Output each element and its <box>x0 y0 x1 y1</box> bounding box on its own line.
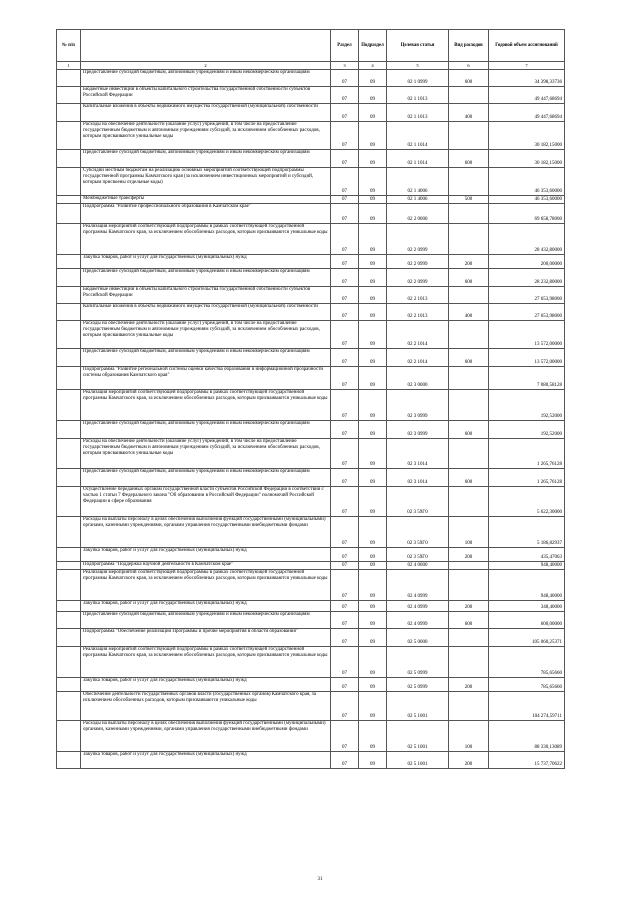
cell-num <box>57 122 81 150</box>
cell-podrazdel: 09 <box>359 570 387 601</box>
cell-expense-type <box>449 204 489 224</box>
cell-podrazdel: 09 <box>359 321 387 349</box>
cell-amount: 192,52000 <box>489 390 565 421</box>
cell-expense-type: 100 <box>449 721 489 752</box>
table-row <box>57 517 565 548</box>
column-number: 4 <box>359 62 387 70</box>
table-row <box>57 321 565 349</box>
header-amount: Годовой объем ассигнований <box>489 30 565 62</box>
table-row <box>57 349 565 367</box>
cell-num <box>57 255 81 269</box>
cell-name: Расходы на обеспечение деятельности (оказание услуг) учреждений, в том числе на предоставление государственным бюджетным и автономным учреждениям субсидий, за исключением обособленных расходов, которым присваиваются уникальные коды <box>81 122 331 150</box>
cell-amount: 28 232,80000 <box>489 269 565 287</box>
cell-expense-type <box>449 647 489 678</box>
cell-name: Расходы на выплаты персоналу в целях обеспечения выполнения функций государственными (муниципальными) органами, казенными учреждениями, органами управления государственными внебюджетными фондами <box>81 721 331 752</box>
cell-name: Субсидии местным бюджетам на реализацию основных мероприятий соответствующей подпрограммы государственной программы Камчатского края (за исключением инвестиционных мероприятий и субсидий, которым присвоены отдельные коды) <box>81 168 331 196</box>
cell-amount: 105 060,25371 <box>489 629 565 647</box>
cell-num <box>57 321 81 349</box>
cell-expense-type <box>449 321 489 349</box>
budget-table <box>56 29 565 769</box>
cell-target: 02 1 1014 <box>387 122 449 150</box>
cell-amount: 7 080,58128 <box>489 367 565 390</box>
cell-razdel: 07 <box>331 562 359 570</box>
cell-num <box>57 70 81 87</box>
cell-amount: 200,00000 <box>489 255 565 269</box>
cell-amount: 46 353,60000 <box>489 168 565 196</box>
cell-name: Подпрограмма "Обеспечение реализации Программы и прочие мероприятия в области образования" <box>81 629 331 647</box>
cell-target: 02 1 0999 <box>387 70 449 87</box>
cell-name: Бюджетные инвестиции в объекты капитального строительства государственной собственности субъектов Российской Федерации <box>81 87 331 104</box>
cell-expense-type: 200 <box>449 255 489 269</box>
cell-target: 02 5 1001 <box>387 752 449 769</box>
column-number: 3 <box>331 62 359 70</box>
column-number: 1 <box>57 62 81 70</box>
cell-num <box>57 517 81 548</box>
cell-razdel: 07 <box>331 367 359 390</box>
table-row <box>57 269 565 287</box>
cell-target: 02 3 0999 <box>387 421 449 439</box>
cell-name: Предоставление субсидий бюджетным, автономным учреждениям и иным некоммерческим организациям <box>81 421 331 439</box>
cell-name: Расходы на выплаты персоналу в целях обеспечения выполнения функций государственными (муниципальными) органами, казенными учреждениями, органами управления государственными внебюджетными фондами <box>81 517 331 548</box>
cell-target: 02 4 0999 <box>387 601 449 612</box>
cell-expense-type: 600 <box>449 612 489 629</box>
cell-target: 02 1 1013 <box>387 104 449 122</box>
cell-num <box>57 721 81 752</box>
cell-expense-type <box>449 224 489 255</box>
table-header <box>57 30 565 70</box>
cell-razdel: 07 <box>331 678 359 692</box>
cell-razdel: 07 <box>331 692 359 721</box>
table-row <box>57 70 565 87</box>
column-number-row <box>57 62 565 70</box>
cell-podrazdel: 09 <box>359 721 387 752</box>
cell-podrazdel: 09 <box>359 517 387 548</box>
cell-razdel: 07 <box>331 390 359 421</box>
cell-num <box>57 349 81 367</box>
cell-num <box>57 168 81 196</box>
cell-amount: 49 447,68694 <box>489 87 565 104</box>
cell-podrazdel: 09 <box>359 287 387 304</box>
header-razdel: Раздел <box>331 30 359 62</box>
cell-expense-type: 600 <box>449 150 489 168</box>
table-row <box>57 224 565 255</box>
cell-podrazdel: 09 <box>359 487 387 517</box>
cell-num <box>57 304 81 321</box>
table-row <box>57 548 565 562</box>
cell-podrazdel: 09 <box>359 469 387 487</box>
cell-name: Межбюджетные трансферты <box>81 196 331 204</box>
cell-name: Предоставление субсидий бюджетным, автономным учреждениям и иным некоммерческим организациям <box>81 269 331 287</box>
cell-podrazdel: 09 <box>359 349 387 367</box>
cell-target: 02 5 0999 <box>387 647 449 678</box>
table-row <box>57 487 565 517</box>
cell-target: 02 3 0999 <box>387 390 449 421</box>
cell-target: 02 3 1014 <box>387 469 449 487</box>
cell-name: Расходы на обеспечение деятельности (оказание услуг) учреждений, в том числе на предоставление государственным бюджетным и автономным учреждениям субсидий, за исключением обособленных расходов, которым присваиваются уникальные коды <box>81 321 331 349</box>
table-row <box>57 421 565 439</box>
cell-amount: 28 432,80000 <box>489 224 565 255</box>
cell-razdel: 07 <box>331 439 359 469</box>
cell-razdel: 07 <box>331 469 359 487</box>
cell-amount: 46 353,60000 <box>489 196 565 204</box>
cell-podrazdel: 09 <box>359 269 387 287</box>
cell-target: 02 4 0999 <box>387 612 449 629</box>
cell-podrazdel: 09 <box>359 255 387 269</box>
cell-name: Капитальные вложения в объекты недвижимого имущества государственной (муниципальной) собственности <box>81 104 331 122</box>
cell-podrazdel: 09 <box>359 168 387 196</box>
cell-name: Подпрограмма "Поддержка научной деятельности в Камчатском крае" <box>81 562 331 570</box>
cell-razdel: 07 <box>331 287 359 304</box>
cell-target: 02 2 0999 <box>387 255 449 269</box>
cell-podrazdel: 09 <box>359 204 387 224</box>
cell-expense-type: 100 <box>449 517 489 548</box>
cell-podrazdel: 09 <box>359 122 387 150</box>
cell-podrazdel: 09 <box>359 304 387 321</box>
cell-podrazdel: 09 <box>359 678 387 692</box>
cell-expense-type: 600 <box>449 70 489 87</box>
cell-podrazdel: 09 <box>359 104 387 122</box>
cell-target: 02 2 0000 <box>387 204 449 224</box>
cell-num <box>57 150 81 168</box>
cell-podrazdel: 09 <box>359 439 387 469</box>
table-row <box>57 601 565 612</box>
table-row <box>57 390 565 421</box>
header-target: Целевая статья <box>387 30 449 62</box>
cell-amount: 1 265,76128 <box>489 439 565 469</box>
cell-target: 02 1 4006 <box>387 196 449 204</box>
cell-expense-type: 600 <box>449 349 489 367</box>
cell-name: Закупка товаров, работ и услуг для государственных (муниципальных) нужд <box>81 548 331 562</box>
cell-razdel: 07 <box>331 224 359 255</box>
cell-num <box>57 692 81 721</box>
table-row <box>57 150 565 168</box>
cell-razdel: 07 <box>331 517 359 548</box>
header-row <box>57 30 565 62</box>
cell-podrazdel: 09 <box>359 562 387 570</box>
cell-podrazdel: 09 <box>359 692 387 721</box>
cell-expense-type <box>449 487 489 517</box>
cell-podrazdel: 09 <box>359 629 387 647</box>
cell-amount: 5 622,30000 <box>489 487 565 517</box>
cell-target: 02 4 0000 <box>387 562 449 570</box>
cell-target: 02 1 4006 <box>387 168 449 196</box>
cell-podrazdel: 09 <box>359 196 387 204</box>
cell-name: Капитальные вложения в объекты недвижимого имущества государственной (муниципальной) собственности <box>81 304 331 321</box>
cell-podrazdel: 09 <box>359 390 387 421</box>
cell-amount: 34 398,33736 <box>489 70 565 87</box>
cell-amount: 69 658,78000 <box>489 204 565 224</box>
cell-amount: 192,52000 <box>489 421 565 439</box>
cell-num <box>57 570 81 601</box>
cell-razdel: 07 <box>331 349 359 367</box>
cell-razdel: 07 <box>331 104 359 122</box>
cell-podrazdel: 09 <box>359 612 387 629</box>
cell-razdel: 07 <box>331 150 359 168</box>
column-number: 2 <box>81 62 331 70</box>
cell-num <box>57 562 81 570</box>
cell-podrazdel: 09 <box>359 87 387 104</box>
cell-name: Закупка товаров, работ и услуг для государственных (муниципальных) нужд <box>81 601 331 612</box>
header-expense-type: Вид расходов <box>449 30 489 62</box>
cell-razdel: 07 <box>331 721 359 752</box>
cell-num <box>57 647 81 678</box>
cell-amount: 948,40000 <box>489 562 565 570</box>
cell-name: Расходы на обеспечение деятельности (оказание услуг) учреждений, в том числе на предоставление государственным бюджетным и автономным учреждениям субсидий, за исключением обособленных расходов, которым присваиваются уникальные коды <box>81 439 331 469</box>
cell-name: Предоставление субсидий бюджетным, автономным учреждениям и иным некоммерческим организациям <box>81 349 331 367</box>
cell-target: 02 3 59Г0 <box>387 517 449 548</box>
cell-expense-type: 400 <box>449 104 489 122</box>
cell-target: 02 2 1013 <box>387 287 449 304</box>
cell-num <box>57 367 81 390</box>
cell-amount: 1 265,76128 <box>489 469 565 487</box>
cell-target: 02 2 1014 <box>387 321 449 349</box>
cell-amount: 49 447,68694 <box>489 104 565 122</box>
cell-amount: 15 737,70622 <box>489 752 565 769</box>
cell-expense-type <box>449 390 489 421</box>
cell-expense-type <box>449 367 489 390</box>
cell-expense-type: 600 <box>449 421 489 439</box>
cell-num <box>57 629 81 647</box>
cell-num <box>57 224 81 255</box>
cell-target: 02 5 1001 <box>387 692 449 721</box>
cell-amount: 13 572,00000 <box>489 321 565 349</box>
table-row <box>57 439 565 469</box>
cell-name: Предоставление субсидий бюджетным, автономным учреждениям и иным некоммерческим организациям <box>81 150 331 168</box>
header-podrazdel: Подраздел <box>359 30 387 62</box>
table-row <box>57 196 565 204</box>
cell-num <box>57 287 81 304</box>
cell-name: Закупка товаров, работ и услуг для государственных (муниципальных) нужд <box>81 255 331 269</box>
cell-target: 02 1 1013 <box>387 87 449 104</box>
cell-name: Осуществление переданных органам государственной власти субъектов Российской Федерации в соответствии с частью 1 статьи 7 Федерального закона "Об образовании в Российской Федерации" полномочий Российской Федерации в сфере образования <box>81 487 331 517</box>
cell-podrazdel: 09 <box>359 601 387 612</box>
cell-expense-type <box>449 562 489 570</box>
table-row <box>57 204 565 224</box>
cell-num <box>57 87 81 104</box>
column-number: 6 <box>449 62 489 70</box>
cell-target: 02 2 0999 <box>387 269 449 287</box>
cell-expense-type <box>449 122 489 150</box>
cell-target: 02 5 0999 <box>387 678 449 692</box>
cell-amount: 13 572,00000 <box>489 349 565 367</box>
cell-expense-type <box>449 629 489 647</box>
cell-razdel: 07 <box>331 196 359 204</box>
cell-target: 02 3 59Г0 <box>387 548 449 562</box>
cell-razdel: 07 <box>331 612 359 629</box>
cell-name: Предоставление субсидий бюджетным, автономным учреждениям и иным некоммерческим организациям <box>81 469 331 487</box>
cell-num <box>57 421 81 439</box>
cell-razdel: 07 <box>331 321 359 349</box>
cell-target: 02 3 59Г0 <box>387 487 449 517</box>
table-row <box>57 304 565 321</box>
cell-name: Подпрограмма "Развитие региональной системы оценки качества образования и информационной прозрачности системы образования Камчатского края" <box>81 367 331 390</box>
cell-razdel: 07 <box>331 421 359 439</box>
cell-razdel: 07 <box>331 601 359 612</box>
cell-amount: 348,40000 <box>489 601 565 612</box>
cell-num <box>57 678 81 692</box>
cell-amount: 104 274,59711 <box>489 692 565 721</box>
table-row <box>57 287 565 304</box>
cell-podrazdel: 09 <box>359 421 387 439</box>
cell-expense-type <box>449 692 489 721</box>
cell-expense-type: 500 <box>449 196 489 204</box>
cell-num <box>57 487 81 517</box>
header-name <box>81 30 331 62</box>
cell-razdel: 07 <box>331 255 359 269</box>
table-row <box>57 752 565 769</box>
cell-num <box>57 469 81 487</box>
cell-target: 02 5 0000 <box>387 629 449 647</box>
cell-razdel: 07 <box>331 70 359 87</box>
cell-razdel: 07 <box>331 487 359 517</box>
cell-expense-type <box>449 287 489 304</box>
cell-target: 02 3 0000 <box>387 367 449 390</box>
cell-num <box>57 439 81 469</box>
cell-amount: 27 653,98000 <box>489 304 565 321</box>
cell-target: 02 2 0999 <box>387 224 449 255</box>
table-row <box>57 647 565 678</box>
cell-razdel: 07 <box>331 87 359 104</box>
table-row <box>57 104 565 122</box>
cell-name: Закупка товаров, работ и услуг для государственных (муниципальных) нужд <box>81 678 331 692</box>
cell-podrazdel: 09 <box>359 224 387 255</box>
cell-target: 02 2 1014 <box>387 349 449 367</box>
cell-expense-type <box>449 87 489 104</box>
cell-amount: 948,40000 <box>489 570 565 601</box>
cell-num <box>57 612 81 629</box>
cell-target: 02 3 1014 <box>387 439 449 469</box>
cell-name: Реализация мероприятий соответствующей подпрограммы в рамках соответствующей государственной программы Камчатского края, за исключением обособленных расходов, которым присваиваются уникальные коды <box>81 647 331 678</box>
cell-name: Реализация мероприятий соответствующей подпрограммы в рамках соответствующей государственной программы Камчатского края, за исключением обособленных расходов, которым присваиваются уникальные коды <box>81 224 331 255</box>
cell-num <box>57 548 81 562</box>
cell-razdel: 07 <box>331 752 359 769</box>
cell-expense-type: 600 <box>449 269 489 287</box>
table-row <box>57 168 565 196</box>
cell-amount: 30 182,15000 <box>489 150 565 168</box>
table-row <box>57 692 565 721</box>
cell-target: 02 1 1014 <box>387 150 449 168</box>
cell-num <box>57 390 81 421</box>
cell-num <box>57 601 81 612</box>
table-row <box>57 678 565 692</box>
table-row <box>57 87 565 104</box>
cell-amount: 435,47063 <box>489 548 565 562</box>
page-number: 31 <box>317 877 323 882</box>
cell-razdel: 07 <box>331 304 359 321</box>
cell-name: Бюджетные инвестиции в объекты капитального строительства государственной собственности субъектов Российской Федерации <box>81 287 331 304</box>
cell-razdel: 07 <box>331 168 359 196</box>
cell-name: Реализация мероприятий соответствующей подпрограммы в рамках соответствующей государственной программы Камчатского края, за исключением обособленных расходов, которым присваиваются уникальные коды <box>81 390 331 421</box>
cell-amount: 785,65660 <box>489 647 565 678</box>
table-body <box>57 70 565 769</box>
cell-expense-type: 200 <box>449 548 489 562</box>
cell-amount: 5 186,82937 <box>489 517 565 548</box>
cell-name: Обеспечение деятельности государственных органов власти (государственных органов) Камчатского края, за исключением обособленных расходов, которым присваиваются уникальные коды <box>81 692 331 721</box>
cell-name: Закупка товаров, работ и услуг для государственных (муниципальных) нужд <box>81 752 331 769</box>
cell-razdel: 07 <box>331 647 359 678</box>
cell-expense-type: 600 <box>449 469 489 487</box>
column-number: 5 <box>387 62 449 70</box>
cell-razdel: 07 <box>331 570 359 601</box>
cell-num <box>57 204 81 224</box>
table-row <box>57 570 565 601</box>
table-row <box>57 721 565 752</box>
cell-target: 02 4 0999 <box>387 570 449 601</box>
cell-name: Предоставление субсидий бюджетным, автономным учреждениям и иным некоммерческим организациям <box>81 612 331 629</box>
cell-amount: 600,00000 <box>489 612 565 629</box>
cell-expense-type: 200 <box>449 601 489 612</box>
table-row <box>57 122 565 150</box>
cell-podrazdel: 09 <box>359 367 387 390</box>
cell-razdel: 07 <box>331 548 359 562</box>
cell-amount: 785,65660 <box>489 678 565 692</box>
cell-name: Предоставление субсидий бюджетным, автономным учреждениям и иным некоммерческим организациям <box>81 70 331 87</box>
cell-podrazdel: 09 <box>359 647 387 678</box>
cell-name: Подпрограмма "Развитие профессионального образования в Камчатском крае" <box>81 204 331 224</box>
table-row <box>57 469 565 487</box>
cell-target: 02 2 1013 <box>387 304 449 321</box>
cell-podrazdel: 09 <box>359 70 387 87</box>
cell-amount: 88 330,13089 <box>489 721 565 752</box>
cell-expense-type: 200 <box>449 752 489 769</box>
cell-name: Реализация мероприятий соответствующей подпрограммы в рамках соответствующей государственной программы Камчатского края, за исключением обособленных расходов, которым присваиваются уникальные коды <box>81 570 331 601</box>
cell-razdel: 07 <box>331 122 359 150</box>
cell-podrazdel: 09 <box>359 752 387 769</box>
table-row <box>57 612 565 629</box>
cell-expense-type: 200 <box>449 678 489 692</box>
table-row <box>57 255 565 269</box>
cell-num <box>57 269 81 287</box>
table-row <box>57 562 565 570</box>
cell-amount: 27 653,98000 <box>489 287 565 304</box>
cell-podrazdel: 09 <box>359 150 387 168</box>
table-row <box>57 629 565 647</box>
cell-razdel: 07 <box>331 269 359 287</box>
cell-num <box>57 752 81 769</box>
cell-amount: 30 182,15000 <box>489 122 565 150</box>
cell-expense-type <box>449 439 489 469</box>
column-number: 7 <box>489 62 565 70</box>
cell-num <box>57 196 81 204</box>
cell-razdel: 07 <box>331 629 359 647</box>
cell-expense-type <box>449 168 489 196</box>
table-row <box>57 367 565 390</box>
header-num: № п/п <box>57 30 81 62</box>
cell-expense-type: 400 <box>449 304 489 321</box>
cell-expense-type <box>449 570 489 601</box>
cell-target: 02 5 1001 <box>387 721 449 752</box>
cell-razdel: 07 <box>331 204 359 224</box>
cell-num <box>57 104 81 122</box>
cell-podrazdel: 09 <box>359 548 387 562</box>
